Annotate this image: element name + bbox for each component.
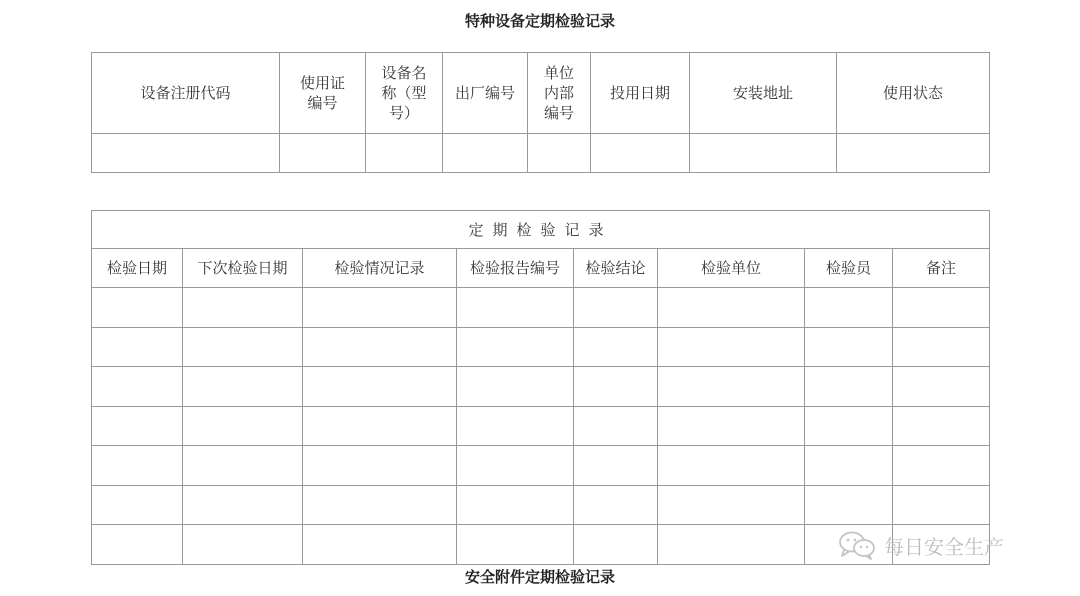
inspection-header-row [92, 249, 990, 288]
header-inspection-notes: 检验情况记录 [303, 249, 457, 288]
table-cell[interactable] [893, 288, 990, 328]
table-cell[interactable] [92, 446, 183, 486]
table-cell[interactable] [805, 367, 893, 407]
table-cell[interactable] [457, 525, 574, 565]
table-cell[interactable] [457, 367, 574, 407]
header-next-inspection-date: 下次检验日期 [183, 249, 303, 288]
table-cell[interactable] [92, 367, 183, 407]
table-cell[interactable] [303, 485, 457, 525]
table-cell[interactable] [690, 134, 837, 173]
table-cell[interactable] [574, 367, 658, 407]
table-cell[interactable] [805, 288, 893, 328]
wechat-icon [838, 530, 876, 560]
header-inspector: 检验员 [805, 249, 893, 288]
table-cell[interactable] [303, 446, 457, 486]
table-row [92, 485, 990, 525]
table-cell[interactable] [92, 485, 183, 525]
table-cell[interactable] [658, 367, 805, 407]
header-internal-number: 单位 内部 编号 [528, 53, 591, 134]
table-row [92, 367, 990, 407]
table-cell[interactable] [92, 525, 183, 565]
table-cell[interactable] [92, 327, 183, 367]
table-cell[interactable] [658, 327, 805, 367]
table-cell[interactable] [457, 485, 574, 525]
table-cell[interactable] [893, 367, 990, 407]
document-title: 特种设备定期检验记录 [464, 12, 615, 30]
table-cell[interactable] [457, 327, 574, 367]
header-inspection-date: 检验日期 [92, 249, 183, 288]
header-inspection-unit: 检验单位 [658, 249, 805, 288]
header-factory-number: 出厂编号 [443, 53, 528, 134]
table-cell[interactable] [658, 525, 805, 565]
table-cell[interactable] [893, 446, 990, 486]
table-cell[interactable] [183, 406, 303, 446]
header-registration-code: 设备注册代码 [92, 53, 280, 134]
header-commissioning-date: 投用日期 [591, 53, 690, 134]
header-conclusion: 检验结论 [574, 249, 658, 288]
section-label: 定期检验记录 [92, 211, 990, 249]
inspection-record-table [91, 210, 990, 565]
table-cell[interactable] [591, 134, 690, 173]
table-cell[interactable] [574, 288, 658, 328]
table-cell[interactable] [183, 525, 303, 565]
header-install-address: 安装地址 [690, 53, 837, 134]
table-cell[interactable] [303, 406, 457, 446]
table-cell[interactable] [805, 485, 893, 525]
table-cell[interactable] [805, 406, 893, 446]
table-cell[interactable] [658, 288, 805, 328]
table-row [92, 406, 990, 446]
next-section-title: 安全附件定期检验记录 [464, 568, 615, 586]
table-cell[interactable] [443, 134, 528, 173]
table-cell[interactable] [303, 367, 457, 407]
table-cell[interactable] [183, 327, 303, 367]
table-cell[interactable] [183, 367, 303, 407]
header-report-number: 检验报告编号 [457, 249, 574, 288]
table-cell[interactable] [574, 327, 658, 367]
table-cell[interactable] [658, 446, 805, 486]
header-remarks: 备注 [893, 249, 990, 288]
table-cell[interactable] [280, 134, 366, 173]
table-cell[interactable] [303, 525, 457, 565]
watermark-text: 每日安全生产 [884, 534, 1004, 559]
table-cell[interactable] [574, 525, 658, 565]
table-row [92, 327, 990, 367]
table-cell[interactable] [805, 446, 893, 486]
watermark [838, 530, 1004, 560]
table-cell[interactable] [528, 134, 591, 173]
equipment-data-row [92, 134, 990, 173]
table-cell[interactable] [658, 406, 805, 446]
table-cell[interactable] [574, 485, 658, 525]
section-header-row [92, 211, 990, 249]
table-cell[interactable] [92, 288, 183, 328]
table-cell[interactable] [303, 288, 457, 328]
table-row [92, 288, 990, 328]
table-cell[interactable] [805, 327, 893, 367]
table-cell[interactable] [366, 134, 443, 173]
table-cell[interactable] [457, 288, 574, 328]
table-cell[interactable] [92, 134, 280, 173]
header-usage-status: 使用状态 [837, 53, 990, 134]
table-cell[interactable] [183, 485, 303, 525]
table-cell[interactable] [574, 446, 658, 486]
table-cell[interactable] [574, 406, 658, 446]
header-certificate-number: 使用证 编号 [280, 53, 366, 134]
equipment-header-row [92, 53, 990, 134]
table-cell[interactable] [183, 288, 303, 328]
table-cell[interactable] [658, 485, 805, 525]
table-cell[interactable] [457, 446, 574, 486]
table-cell[interactable] [893, 406, 990, 446]
table-row [92, 446, 990, 486]
equipment-info-table [91, 52, 990, 173]
table-cell[interactable] [837, 134, 990, 173]
table-cell[interactable] [92, 406, 183, 446]
table-cell[interactable] [457, 406, 574, 446]
table-cell[interactable] [893, 485, 990, 525]
table-cell[interactable] [303, 327, 457, 367]
table-cell[interactable] [183, 446, 303, 486]
header-equipment-name-model: 设备名 称（型 号） [366, 53, 443, 134]
table-cell[interactable] [893, 327, 990, 367]
